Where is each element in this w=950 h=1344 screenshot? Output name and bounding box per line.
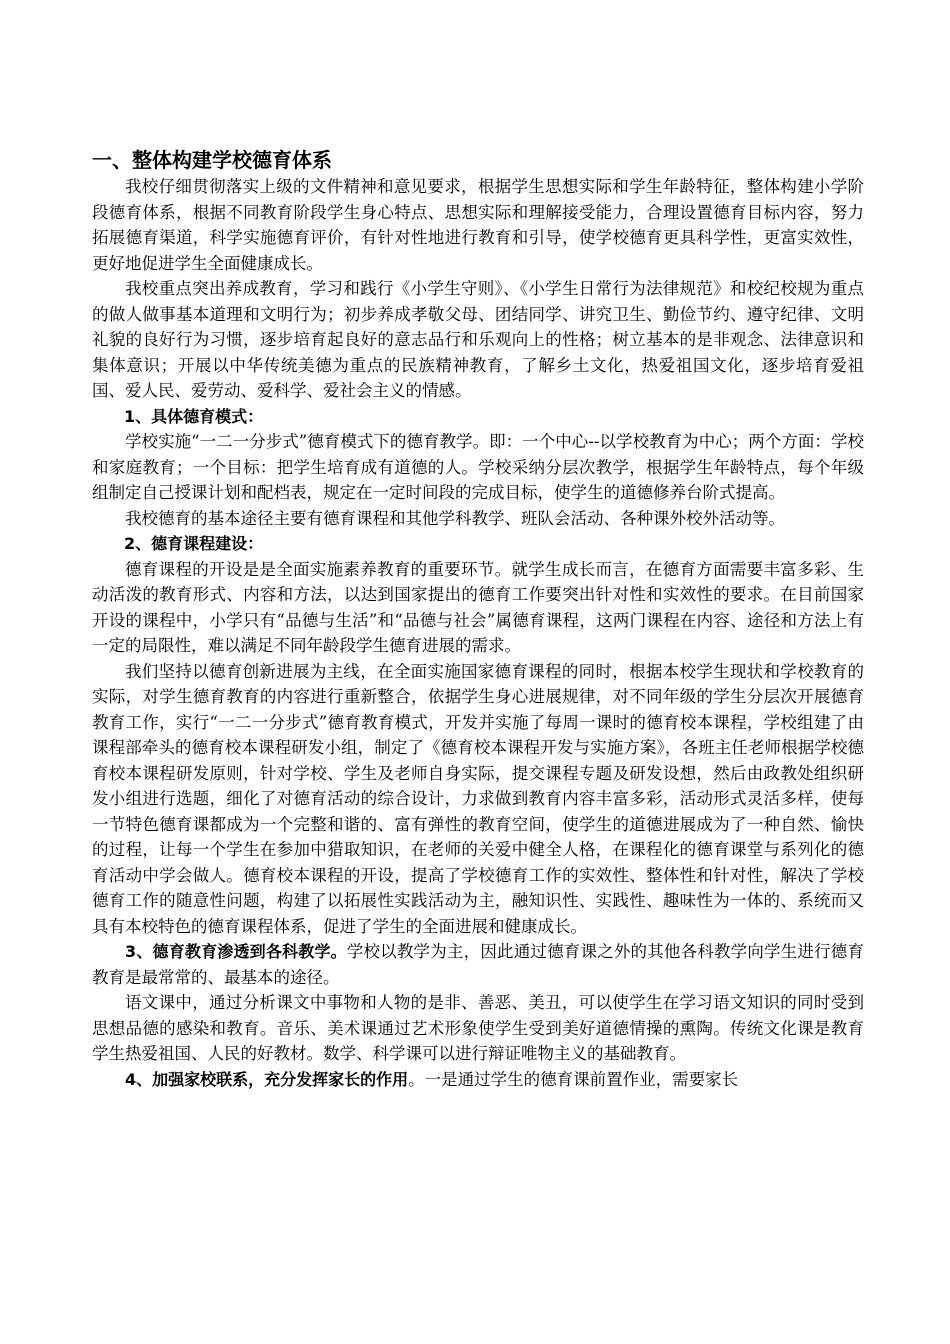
paragraph-habits: 我校重点突出养成教育，学习和践行《小学生守则》、《小学生日常行为法律规范》和校纪校规为重点的做人做事基本道理和文明行为；初步养成孝敬父母、团结同学、讲究卫生、勤俭节约、遵守纪律、文明礼貌的良好行为习惯，逐步培育起良好的意志品行和乐观向上的性格；树立基本的是非观念、法律意识和集体意识；开展以中华传统美德为重点的民族精神教育，了解乡土文化，热爱祖国文化，逐步培育爱祖国、爱人民、爱劳动、爱科学、爱社会主义的情感。 — [92, 279, 864, 400]
paragraph-subjects-lead: 3、德育教育渗透到各科教学。 — [125, 942, 347, 961]
paragraph-channels: 我校德育的基本途径主要有德育课程和其他学科教学、班队会活动、各种课外校外活动等。 — [125, 508, 785, 528]
paragraph-family — [92, 1067, 864, 1093]
paragraph-school-curriculum: 我们坚持以德育创新进展为主线，在全面实施国家德育课程的同时，根据本校学生现状和学校教育的实际，对学生德育教育的内容进行重新整合，依据学生身心进展规律，对不同年级的学生分层次开展德育教育工作，实行“一二一分步式”德育教育模式，开发并实施了每周一课时的德育校本课程，学校组建了由课程部牵头的德育校本课程研发小组，制定了《德育校本课程开发与实施方案》，各班主任老师根据学校德育校本课程研发原则，针对学校、学生及老师自身实际，提交课程专题及研发设想，然后由政教处组织研发小组进行选题，细化了对德育活动的综合设计，力求做到教育内容丰富多彩，活动形式灵活多样，使每一节特色德育课都成为一个完整和谐的、富有弹性的教育空间，使学生的道德进展成为了一种自然、愉快的过程，让每一个学生在参加中猎取知识，在老师的关爱中健全人格，在课程化的德育课堂与系列化的德育活动中学会做人。德育校本课程的开设，提高了学校德育工作的实效性、整体性和针对性，解决了学校德育工作的随意性问题，构建了以拓展性实践活动为主，融知识性、实践性、趣味性为一体的、系统而又具有本校特色的德育课程体系，促进了学生的全面进展和健康成长。 — [92, 661, 864, 936]
paragraph-overview: 我校仔细贯彻落实上级的文件精神和意见要求，根据学生思想实际和学生年龄特征，整体构建小学阶段德育体系，根据不同教育阶段学生身心特点、思想实际和理解接受能力，合理设置德育目标内容，努力拓展德育渠道，科学实施德育评价，有针对性地进行教育和引导，使学校德育更具科学性，更富实效性，更好地促进学生全面健康成长。 — [92, 177, 864, 273]
paragraph-subjects — [92, 939, 864, 990]
section-heading: 一、整体构建学校德育体系 — [92, 148, 332, 172]
paragraph-family-body: 。一是通过学生的德育课前置作业，需要家长 — [408, 1069, 739, 1089]
paragraph-curriculum: 德育课程的开设是是全面实施素养教育的重要环节。就学生成长而言，在德育方面需要丰富多彩、生动活泼的教育形式、内容和方法，以达到国家提出的德育工作要突出针对性和实效性的要求。在目前国家开设的课程中，小学只有“品德与生活”和“品德与社会”属德育课程，这两门课程在内容、途径和方法上有一定的局限性，难以满足不同年龄段学生德育进展的需求。 — [92, 559, 864, 655]
subheading-curriculum: 2、德育课程建设： — [124, 534, 264, 553]
document-page — [92, 146, 864, 1092]
paragraph-subject-examples: 语文课中，通过分析课文中事物和人物的是非、善恶、美丑，可以使学生在学习语文知识的同时受到思想品德的感染和教育。音乐、美术课通过艺术形象使学生受到美好道德情操的熏陶。传统文化课是教育学生热爱祖国、人民的好教材。数学、科学课可以进行辩证唯物主义的基础教育。 — [92, 993, 864, 1063]
paragraph-family-lead: 4、加强家校联系，充分发挥家长的作用 — [125, 1069, 409, 1089]
paragraph-mode: 学校实施“一二一分步式”德育模式下的德育教学。即：一个中心--以学校教育为中心；两个方面：学校和家庭教育；一个目标：把学生培育成有道德的人。学校采纳分层次教学，根据学生年龄特点，每个年级组制定自己授课计划和配档表，规定在一定时间段的完成目标，使学生的道德修养台阶式提高。 — [92, 432, 864, 502]
subheading-mode: 1、具体德育模式： — [124, 406, 264, 426]
paragraph-subjects-body: 学校以教学为主，因此通过德育课之外的其他各科教学向学生进行德育教育是最常常的、最基本的途径。 — [92, 942, 864, 987]
